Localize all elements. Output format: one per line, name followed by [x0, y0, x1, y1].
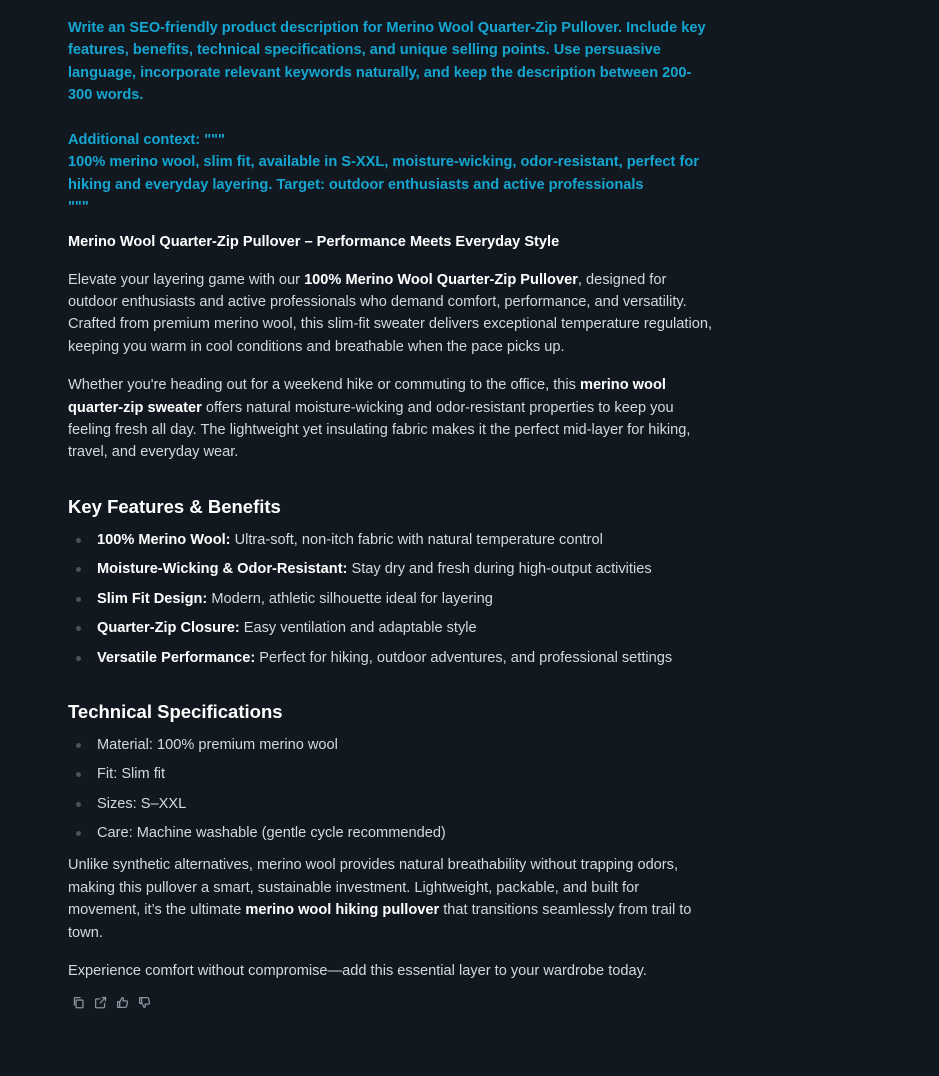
- thumbs-up-button[interactable]: [114, 994, 130, 1010]
- bullet-icon: [76, 626, 81, 631]
- intro-paragraph: [68, 269, 713, 359]
- list-item: [68, 793, 713, 815]
- list-item: [68, 763, 713, 785]
- text-span: Whether you're heading out for a weekend hike or commuting to the office, this: [68, 377, 580, 394]
- list-item: [68, 558, 713, 580]
- message-actions: [70, 994, 713, 1010]
- list-item: [68, 588, 713, 610]
- features-list: [68, 529, 713, 669]
- list-item: [68, 647, 713, 669]
- feature-text: Perfect for hiking, outdoor adventures, and professional settings: [255, 649, 673, 666]
- feature-text: Stay dry and fresh during high-output activities: [347, 561, 652, 578]
- spec-text: Sizes: S–XXL: [97, 795, 187, 812]
- bold-keyword: merino wool quarter-zip sweater: [68, 377, 666, 416]
- feature-label: 100% Merino Wool:: [97, 531, 231, 548]
- text-span: , designed for outdoor enthusiasts and active professionals who demand comfort, performance, and versatility. Crafted from premium merino wool, this slim-fit sweater delivers exceptional temperature regulation, keeping you warm in cool conditions and breathable when the pace picks up.: [68, 271, 712, 355]
- feature-text: Easy ventilation and adaptable style: [239, 620, 477, 637]
- prompt-instruction: Write an SEO-friendly product description for Merino Wool Quarter-Zip Pullover. Include key features, benefits, technical specifications, and unique selling points. Use persuasive language, incorporate relevant keywords naturally, and keep the description between 200-300 words.: [68, 20, 706, 104]
- thumbs-down-button[interactable]: [136, 994, 152, 1010]
- bullet-icon: [76, 597, 81, 602]
- feature-text: Ultra-soft, non-itch fabric with natural temperature control: [230, 531, 603, 548]
- open-external-button[interactable]: [92, 994, 108, 1010]
- feature-text: Modern, athletic silhouette ideal for layering: [207, 590, 493, 607]
- feature-label: Quarter-Zip Closure:: [97, 620, 240, 637]
- bold-keyword: 100% Merino Wool Quarter-Zip Pullover: [304, 271, 578, 288]
- text-span: offers natural moisture-wicking and odor-resistant properties to keep you feeling fresh all day. The lightweight yet insulating fabric makes it the perfect mid-layer for hiking, travel, and everyday wear.: [68, 399, 691, 461]
- bold-keyword: merino wool hiking pullover: [245, 902, 440, 919]
- features-heading: Key Features & Benefits: [68, 495, 281, 517]
- specs-list: [68, 734, 713, 845]
- response-title: Merino Wool Quarter-Zip Pullover – Performance Meets Everyday Style: [68, 233, 560, 250]
- cta-paragraph: Experience comfort without compromise—add this essential layer to your wardrobe today.: [68, 963, 647, 980]
- thumbs-down-icon: [138, 996, 151, 1009]
- bullet-icon: [76, 743, 81, 748]
- second-paragraph: [68, 374, 713, 464]
- prompt-context-close: """: [68, 199, 89, 216]
- prompt-context-text: 100% merino wool, slim fit, available in S-XXL, moisture-wicking, odor-resistant, perfect for hiking and everyday layering. Target: outdoor enthusiasts and active professionals: [68, 154, 699, 193]
- chat-message-thread: [68, 17, 713, 1010]
- spec-text: Care: Machine washable (gentle cycle recommended): [97, 825, 446, 842]
- external-link-icon: [94, 996, 107, 1009]
- copy-icon: [72, 996, 85, 1009]
- bullet-icon: [76, 831, 81, 836]
- specs-heading: Technical Specifications: [68, 700, 283, 722]
- list-item: [68, 529, 713, 551]
- user-prompt: [68, 17, 713, 219]
- bullet-icon: [76, 802, 81, 807]
- copy-button[interactable]: [70, 994, 86, 1010]
- spec-text: Fit: Slim fit: [97, 766, 166, 783]
- closing-paragraph: [68, 854, 713, 944]
- bullet-icon: [76, 656, 81, 661]
- list-item: [68, 617, 713, 639]
- feature-label: Versatile Performance:: [97, 649, 256, 666]
- prompt-context-label: Additional context: """: [68, 132, 225, 149]
- bullet-icon: [76, 538, 81, 543]
- bullet-icon: [76, 772, 81, 777]
- feature-label: Slim Fit Design:: [97, 590, 208, 607]
- thumbs-up-icon: [116, 996, 129, 1009]
- bullet-icon: [76, 567, 81, 572]
- text-span: Elevate your layering game with our: [68, 271, 305, 288]
- assistant-response: [68, 231, 713, 1011]
- spec-text: Material: 100% premium merino wool: [97, 736, 338, 753]
- text-span: that transitions seamlessly from trail to town.: [68, 902, 692, 941]
- text-span: Unlike synthetic alternatives, merino wool provides natural breathability without trapping odors, making this pullover a smart, sustainable investment. Lightweight, packable, and built for movement, it’s the ultimate: [68, 857, 679, 919]
- list-item: [68, 822, 713, 844]
- list-item: [68, 734, 713, 756]
- feature-label: Moisture-Wicking & Odor-Resistant:: [97, 561, 348, 578]
